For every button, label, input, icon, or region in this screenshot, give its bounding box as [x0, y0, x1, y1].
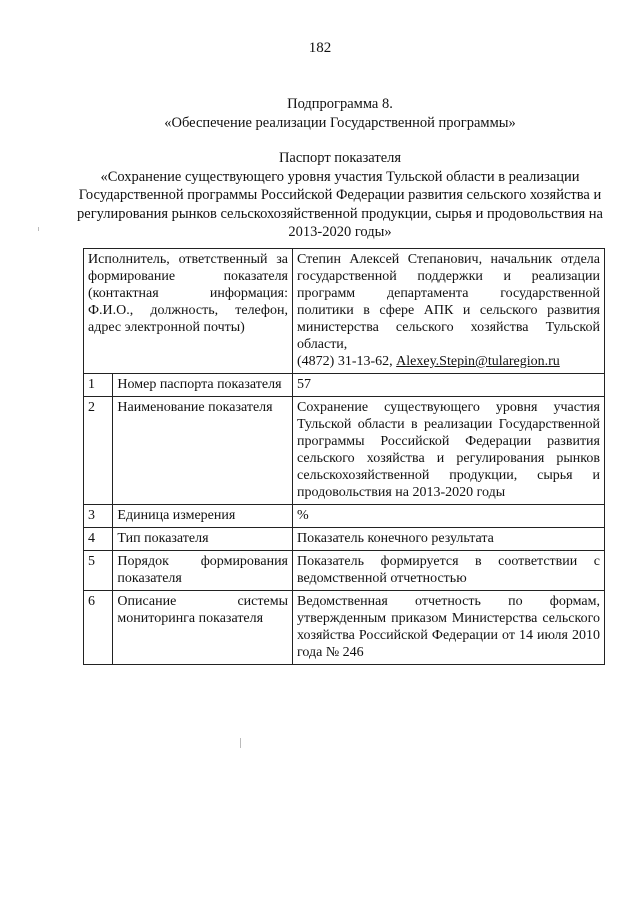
subprogram-heading: [60, 95, 620, 132]
executor-phone: (4872) 31-13-62,: [297, 354, 393, 369]
table-row: [84, 551, 605, 591]
row-number: 3: [84, 505, 113, 528]
indicator-name: «Сохранение существующего уровня участия Тульской области в реализации Государственной программы Российской Федерации развития сельского хозяйства и регулирования рынков сельскохозяйственной продукции, сырья и продовольствия на 2013-2020 годы»: [77, 168, 603, 240]
row-number: 5: [84, 551, 113, 591]
table-row: [84, 505, 605, 528]
scan-mark: [38, 227, 39, 231]
table-row: [84, 374, 605, 397]
row-label: Описание системы мониторинга показателя: [113, 591, 293, 665]
page-number: 182: [308, 40, 332, 56]
row-number: 1: [84, 374, 113, 397]
executor-value-cell: [293, 249, 605, 374]
subprogram-title: Подпрограмма 8.: [287, 96, 393, 112]
executor-email-link[interactable]: Alexey.Stepin@tularegion.ru: [396, 354, 560, 369]
row-value: Показатель формируется в соответствии с ведомственной отчетностью: [293, 551, 605, 591]
row-value: %: [293, 505, 605, 528]
row-number: 6: [84, 591, 113, 665]
executor-label: Исполнитель, ответственный за формирование показателя (контактная информация: Ф.И.О., должность, телефон, адрес электронной почты): [84, 249, 293, 374]
row-value: 57: [293, 374, 605, 397]
row-number: 2: [84, 397, 113, 505]
table-row: [84, 591, 605, 665]
row-label: Номер паспорта показателя: [113, 374, 293, 397]
executor-row: [84, 249, 605, 374]
row-label: Тип показателя: [113, 528, 293, 551]
row-label: Порядок формирования показателя: [113, 551, 293, 591]
table-row: [84, 528, 605, 551]
row-value: Сохранение существующего уровня участия Тульской области в реализации Государственной программы Российской Федерации развития сельского хозяйства и регулирования рынков сельскохозяйственной продукции, сырья и продовольствия на 2013-2020 годы: [293, 397, 605, 505]
table-row: [84, 397, 605, 505]
subprogram-name: «Обеспечение реализации Государственной программы»: [164, 114, 516, 131]
passport-title: Паспорт показателя: [278, 150, 402, 166]
scan-mark: [240, 738, 241, 748]
executor-value: Степин Алексей Степанович, начальник отдела государственной поддержки и реализации программ департамента государственной политики в сфере АПК и сельского развития министерства сельского хозяйства Тульской области,: [297, 252, 600, 352]
row-label: Наименование показателя: [113, 397, 293, 505]
row-value: Ведомственная отчетность по формам, утвержденным приказом Министерства сельского хозяйства Российской Федерации от 14 июля 2010 года № 246: [293, 591, 605, 665]
row-value: Показатель конечного результата: [293, 528, 605, 551]
passport-heading: [60, 149, 620, 242]
row-label: Единица измерения: [113, 505, 293, 528]
passport-table: [83, 248, 605, 665]
row-number: 4: [84, 528, 113, 551]
